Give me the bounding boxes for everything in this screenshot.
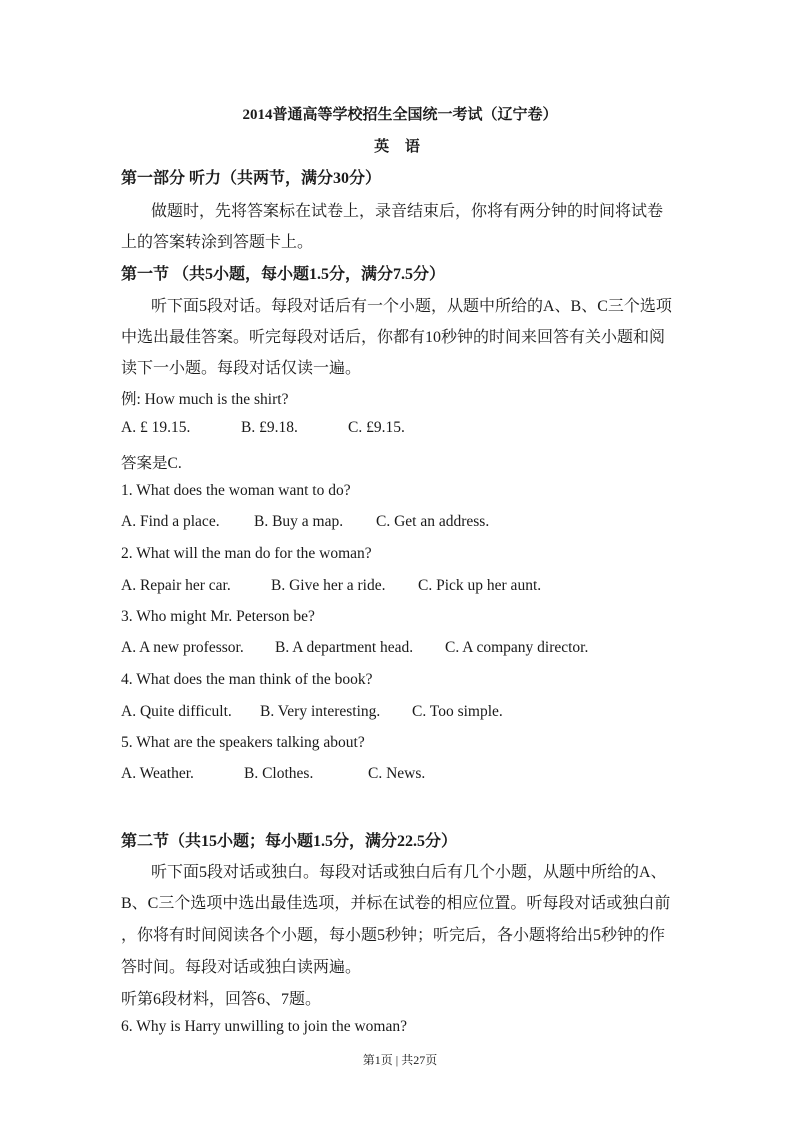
option-a: A. Find a place. [121,513,220,530]
section1-instruction-line: 中选出最佳答案。听完每段对话后，你都有10秒钟的时间来回答有关小题和阅 [121,329,666,346]
option-a: A. £ 19.15. [121,419,191,436]
option-b: B. Give her a ride. [271,577,386,594]
material-note: 听第6段材料，回答6、7题。 [121,991,322,1008]
section1-instruction-line: 听下面5段对话。每段对话后有一个小题，从题中所给的A、B、C三个选项 [151,298,672,315]
option-a: A. Repair her car. [121,577,231,594]
option-b: B. £9.18. [241,419,298,436]
option-b: B. Buy a map. [254,513,344,530]
option-c: C. A company director. [445,639,589,656]
question: 2. What will the man do for the woman? [121,545,372,562]
part1-heading: 第一部分 听力（共两节，满分30分） [121,170,382,187]
option-b: B. A department head. [275,639,414,656]
question: 6. Why is Harry unwilling to join the woman? [121,1018,407,1035]
example-question: 例: How much is the shirt? [121,391,289,408]
section2-instruction-line: 听下面5段对话或独白。每段对话或独白后有几个小题，从题中所给的A、 [151,864,667,881]
section1-heading: 第一节 （共5小题，每小题1.5分，满分7.5分） [121,266,446,283]
option-b: B. Very interesting. [260,703,381,720]
option-a: A. Weather. [121,765,194,782]
section1-instruction-line: 读下一小题。每段对话仅读一遍。 [121,360,362,377]
option-c: C. News. [368,765,426,782]
page-footer: 第1页 | 共27页 [362,1053,438,1067]
question: 4. What does the man think of the book? [121,671,373,688]
exam-title: 2014普通高等学校招生全国统一考试（辽宁卷） [242,107,558,123]
part1-instruction-line: 上的答案转涂到答题卡上。 [121,234,314,251]
question: 1. What does the woman want to do? [121,482,351,499]
example-answer: 答案是C. [121,455,182,472]
question: 5. What are the speakers talking about? [121,734,365,751]
option-c: C. Pick up her aunt. [418,577,542,594]
subject-title: 英 语 [374,139,426,155]
section2-instruction-line: B、C三个选项中选出最佳选项，并标在试卷的相应位置。听每段对话或独白前 [121,895,671,912]
section2-heading: 第二节（共15小题；每小题1.5分，满分22.5分） [121,833,458,850]
option-c: C. £9.15. [348,419,405,436]
option-b: B. Clothes. [244,765,314,782]
section2-instruction-line: ，你将有时间阅读各个小题，每小题5秒钟；听完后，各小题将给出5秒钟的作 [121,927,666,944]
question: 3. Who might Mr. Peterson be? [121,608,315,625]
option-c: C. Get an address. [376,513,490,530]
option-a: A. Quite difficult. [121,703,232,720]
part1-instruction-line: 做题时，先将答案标在试卷上，录音结束后，你将有两分钟的时间将试卷 [151,203,664,220]
section2-instruction-line: 答时间。每段对话或独白读两遍。 [121,959,362,976]
option-c: C. Too simple. [412,703,503,720]
option-a: A. A new professor. [121,639,244,656]
